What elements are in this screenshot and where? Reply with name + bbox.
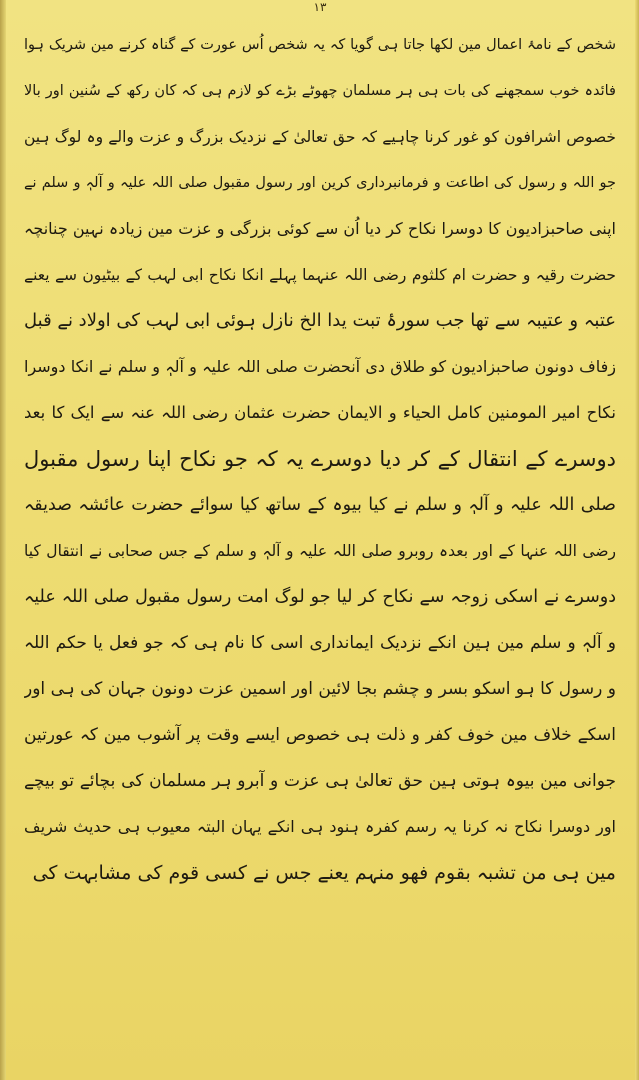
text-line-19: مین ہی من تشبہ بقوم فھو منہم یعنے جس نے کسی قوم کی مشابہت کی: [32, 862, 616, 884]
text-line-4: جو اللہ و رسول کی اطاعت و فرمانبرداری کرین اور رسول مقبول صلی اللہ علیہ و آلہٖ و سلم نے: [24, 175, 616, 191]
text-line-15: و رسول کا ہو اسکو بسر و چشم بجا لائین اور اسمین عزت دونون جہان کی ہی اور: [24, 679, 616, 699]
page-number: ١٣: [313, 0, 327, 14]
text-line-7: عتبہ و عتیبہ سے تھا جب سورۂ تبت یدا الخ نازل ہوئی ابی لہب کی اولاد نے قبل: [24, 310, 616, 331]
text-line-6: حضرت رقیہ و حضرت ام کلثوم رضی اللہ عنہما پہلے انکا نکاح ابی لہب کے بیٹیون سے یعنے: [24, 266, 616, 284]
text-line-9: نکاح امیر المومنین کامل الحیاء و الایمان حضرت عثمان رضی اللہ عنہ سے ایک کا بعد: [24, 403, 616, 422]
text-line-3: خصوص اشرافون کو غور کرنا چاہیے کہ حق تعالیٰ کے نزدیک بزرگ و عزت والے وہ لوگ ہین: [24, 128, 616, 146]
text-line-10: دوسرے کے انتقال کے کر دیا دوسرے یہ کہ جو نکاح اپنا رسول مقبول: [24, 447, 616, 471]
text-line-13: دوسرے نے اسکی زوجہ سے نکاح کر لیا جو لوگ امت رسول مقبول صلی اللہ علیہ: [24, 587, 616, 607]
text-line-1: شخص کے نامۂ اعمال مین لکھا جاتا ہی گویا کہ یہ شخص اُس عورت کے گناہ کرنے مین شریک ہوا: [24, 37, 616, 53]
text-line-5: اپنی صاحبزادیون کا دوسرا نکاح کر دیا اُن سے کوئی بزرگی و عزت مین زیادہ نہین چنانچہ: [24, 219, 616, 238]
urdu-text-block: [24, 22, 616, 1072]
page-edge-left: [0, 0, 6, 1080]
text-line-8: زفاف دونون صاحبزادیون کو طلاق دی آنحضرت صلی اللہ علیہ و آلہٖ و سلم نے انکا دوسرا: [24, 357, 616, 376]
page-edge-right: [635, 0, 639, 1080]
text-line-2: فائدہ خوب سمجھنے کی بات ہی ہر مسلمان چھوٹے بڑے کو لازم ہی کہ کان رکھ کے سُنین اور بالا: [24, 83, 616, 99]
text-line-17: جوانی مین بیوہ ہوتی ہین حق تعالیٰ ہی عزت و آبرو ہر مسلمان کی بچائے تو بیچے: [24, 771, 616, 791]
text-line-14: و آلہٖ و سلم مین ہین انکے نزدیک ایمانداری اسی کا نام ہی کہ جو فعل یا حکم اللہ: [24, 633, 616, 653]
header-fragment: [520, 0, 600, 12]
text-line-12: رضی اللہ عنہا کے اور بعدہ روبرو صلی اللہ علیہ و آلہٖ و سلم کے جس صحابی نے انتقال کیا: [24, 542, 616, 560]
text-line-16: اسکے خلاف مین خوف کفر و ذلت ہی خصوص ایسے وقت پر آشوب مین کہ عورتین: [24, 725, 616, 745]
text-line-18: اور دوسرا نکاح نہ کرنا یہ رسم کفرہ ہنود ہی انکے یہان البتہ معیوب ہی حدیث شریف: [24, 817, 616, 836]
text-line-11: صلی اللہ علیہ و آلہٖ و سلم نے کیا بیوہ کے ساتھ کیا سوائے حضرت عائشہ صدیقہ: [24, 495, 616, 515]
